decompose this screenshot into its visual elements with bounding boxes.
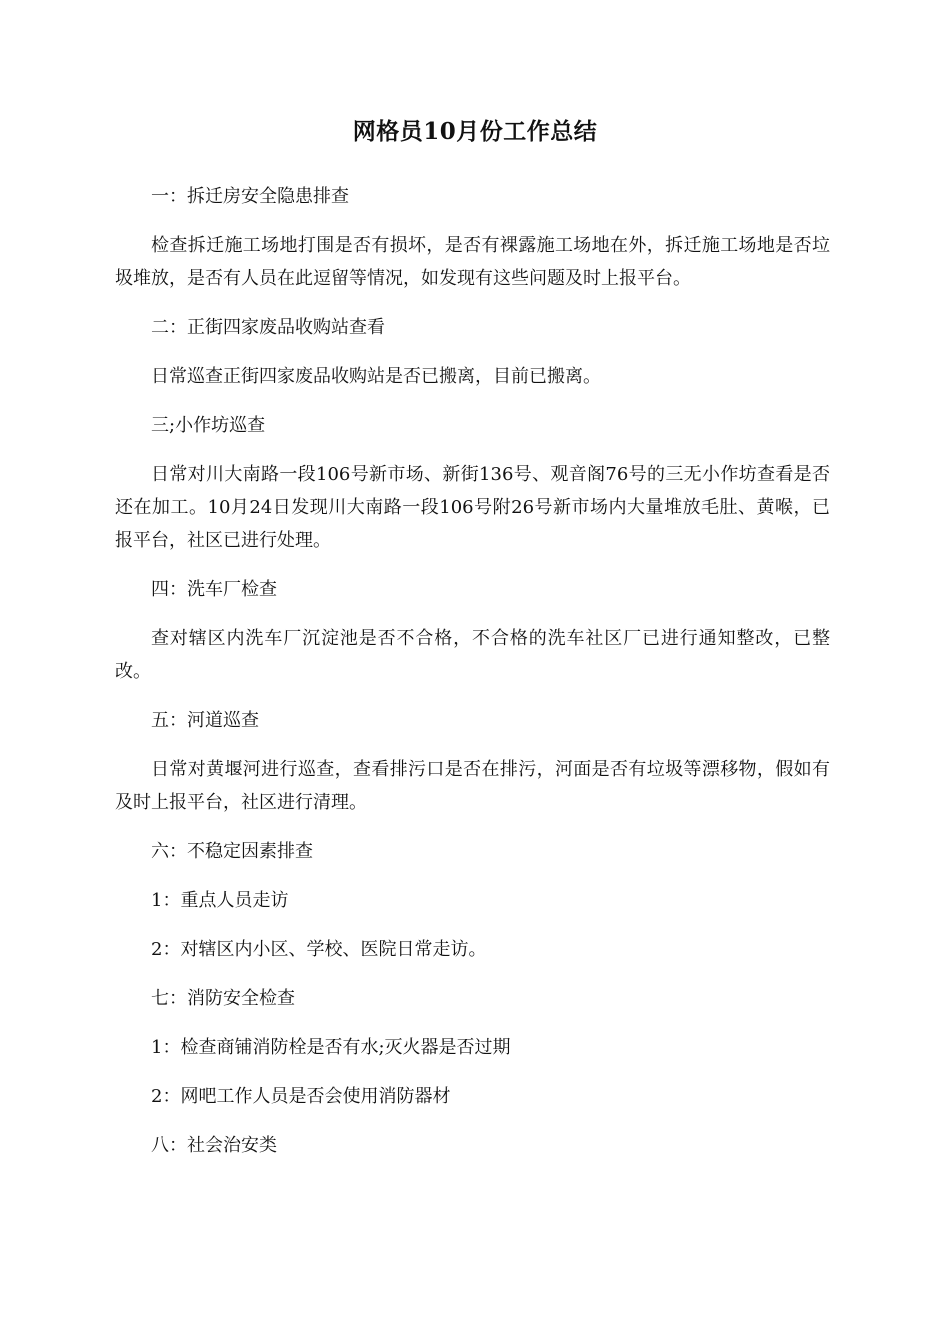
document-title: 网格员10月份工作总结 [352,118,598,145]
section-heading: 五：河道巡查 [151,710,259,731]
section-paragraph: 检查拆迁施工场地打围是否有损坏，是否有裸露施工场地在外，拆迁施工场地是否垃圾堆放，是否有人员在此逗留等情况，如发现有这些问题及时上报平台。 [115,235,830,289]
list-item: 1：检查商铺消防栓是否有水;灭火器是否过期 [151,1037,511,1058]
section-paragraph: 日常巡查正街四家废品收购站是否已搬离，目前已搬离。 [151,366,601,387]
section-heading: 二：正街四家废品收购站查看 [151,317,385,338]
section-heading: 四：洗车厂检查 [151,579,277,600]
section-paragraph: 日常对黄堰河进行巡查，查看排污口是否在排污，河面是否有垃圾等漂移物，假如有及时上报平台，社区进行清理。 [115,759,830,813]
list-item: 2：对辖区内小区、学校、医院日常走访。 [151,939,487,960]
list-item: 1：重点人员走访 [151,890,289,911]
section-heading: 六：不稳定因素排查 [151,841,313,862]
list-item: 2：网吧工作人员是否会使用消防器材 [151,1086,451,1107]
section-paragraph: 查对辖区内洗车厂沉淀池是否不合格，不合格的洗车社区厂已进行通知整改，已整改。 [115,628,830,682]
section-paragraph: 日常对川大南路一段106号新市场、新街136号、观音阁76号的三无小作坊查看是否还在加工。10月24日发现川大南路一段106号附26号新市场内大量堆放毛肚、黄喉，已报平台，社区已进行处理。 [115,464,830,551]
section-heading: 八：社会治安类 [151,1135,277,1156]
section-heading: 三;小作坊巡查 [151,415,266,436]
section-heading: 七：消防安全检查 [151,988,295,1009]
document-body [115,180,830,1178]
section-heading: 一：拆迁房安全隐患排查 [151,186,349,207]
